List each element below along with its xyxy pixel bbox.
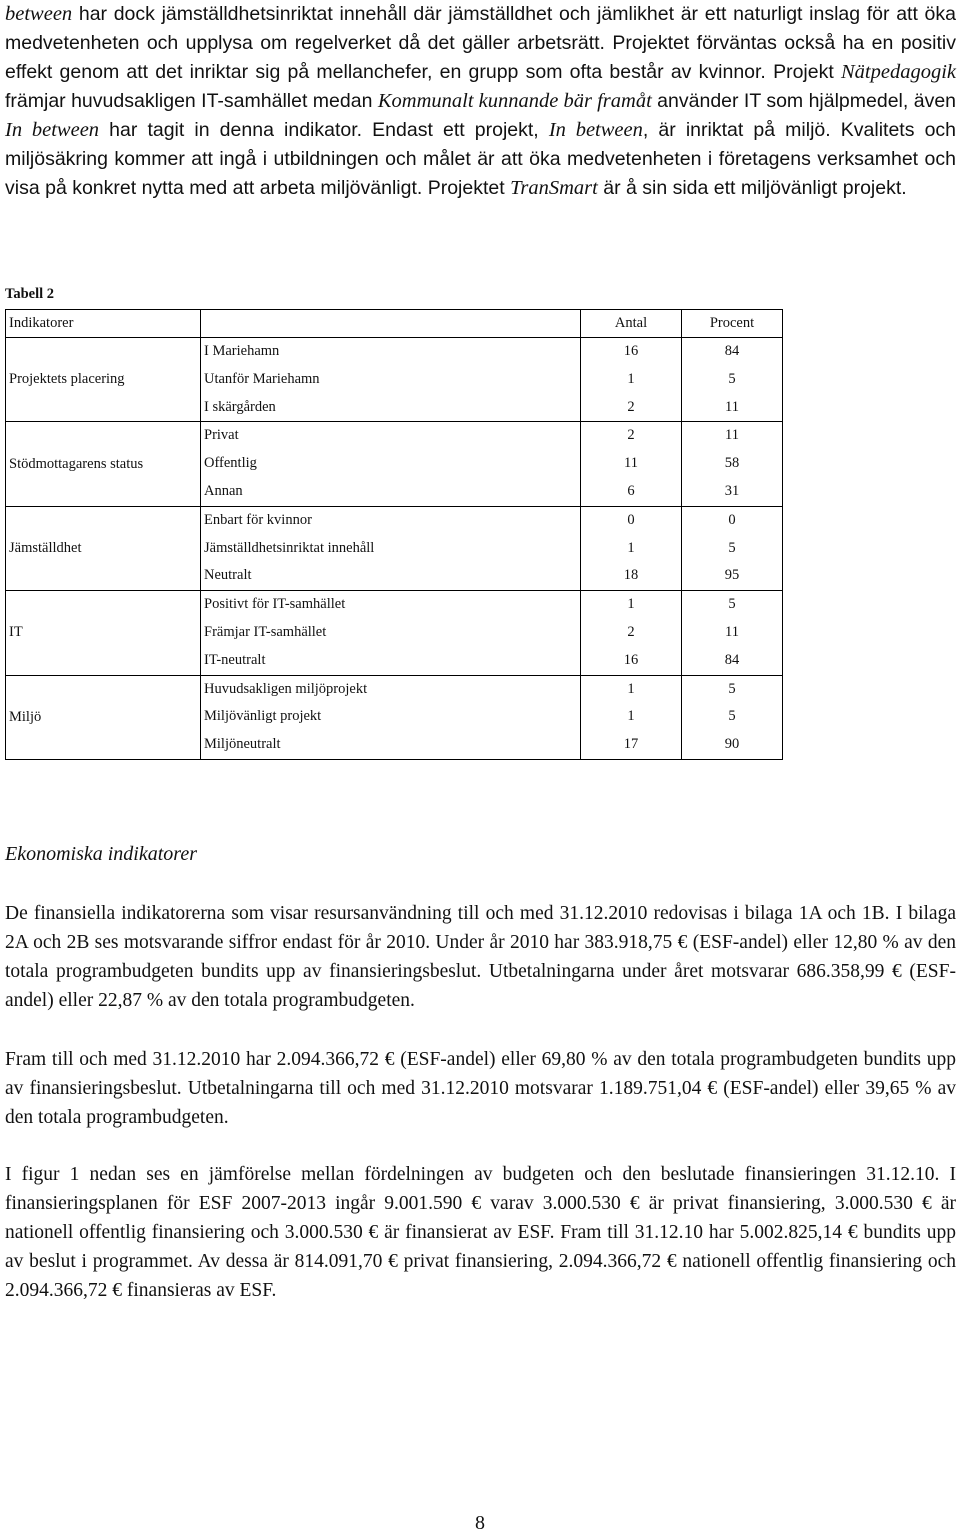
percent-value: 11 [725, 623, 739, 640]
count-value: 18 [623, 567, 639, 584]
group-label: Projektets placering [6, 338, 201, 422]
italic-term: TranSmart [510, 177, 598, 199]
category-label: Miljöneutralt [204, 736, 281, 753]
percent-value: 58 [724, 455, 740, 472]
count-value: 1 [627, 708, 635, 725]
category-cell [201, 506, 581, 590]
category-cell [201, 422, 581, 506]
table-group-row [6, 675, 783, 759]
percent-value: 84 [724, 343, 740, 359]
percent-value: 0 [728, 511, 736, 528]
count-value: 11 [624, 455, 638, 472]
count-value: 0 [627, 511, 635, 528]
percent-cell [682, 338, 783, 422]
category-label: Annan [204, 482, 243, 499]
text-segment: är å sin sida ett miljövänligt projekt. [597, 177, 907, 199]
table-group-row [6, 422, 783, 506]
body-paragraph-3: I figur 1 nedan ses en jämförelse mellan fördelningen av budgeten och den beslutade finansieringen 31.12.10. I finansieringsplanen för ESF 2007-2013 ingår 9.001.590 € varav 3.000.530 € är privat finansiering, 3.000.530 € är nationell offentlig finansiering och 3.000.530 € är finansierat av ESF. Fram till 31.12.10 har 5.002.825,14 € bundits upp av beslut i programmet. Av dessa är 814.091,70 € privat finansiering, 2.094.366,72 € nationell offentlig finansiering och 2.094.366,72 € finansieras av ESF. [5, 1164, 956, 1301]
body-paragraph-1: De finansiella indikatorerna som visar resursanvändning till och med 31.12.2010 redovisas i bilaga 1A och 1B. I bilaga 2A och 2B ses motsvarande siffror endast för år 2010. Under år 2010 har 383.918,75 € (ESF-andel) eller 12,80 % av den totala programbudgeten bundits upp av finansieringsbeslut. Utbetalningarna under året motsvarar 686.358,99 € (ESF-andel) eller 22,87 % av den totala programbudgeten. [5, 903, 956, 1011]
count-cell [581, 675, 682, 759]
percent-value: 5 [728, 680, 736, 697]
category-label: Positivt för IT-samhället [204, 596, 346, 613]
text-segment: använder IT som hjälpmedel, även [651, 90, 957, 112]
category-cell [201, 591, 581, 675]
percent-value: 11 [725, 427, 739, 444]
group-label: Miljö [6, 675, 201, 759]
percent-cell [682, 591, 783, 675]
header-category [201, 310, 581, 338]
count-value: 6 [627, 482, 635, 499]
text-segment: , är inriktat på miljö. Kvalitets och miljösäkring kommer att ingå i utbildningen och målet är att öka medvetenheten i företagens verksamhet och visa på konkret nytta med att arbeta miljövänligt. Projektet [5, 119, 957, 199]
count-value: 17 [623, 736, 639, 753]
percent-cell [682, 506, 783, 590]
count-value: 16 [623, 343, 639, 359]
count-value: 2 [627, 623, 635, 640]
italic-term: In between [5, 119, 100, 141]
group-label: Stödmottagarens status [6, 422, 201, 506]
percent-value: 11 [725, 398, 739, 415]
percent-value: 5 [728, 539, 736, 556]
section-title: Ekonomiska indikatorer [5, 843, 198, 865]
count-value: 1 [627, 596, 635, 613]
count-value: 16 [623, 651, 639, 668]
category-label: Främjar IT-samhället [204, 623, 327, 640]
count-value: 1 [627, 680, 635, 697]
group-label: Jämställdhet [6, 506, 201, 590]
count-cell [581, 338, 682, 422]
header-count: Antal [581, 310, 682, 338]
percent-value: 90 [724, 736, 740, 753]
percent-value: 5 [728, 596, 736, 613]
text-segment: har tagit in denna indikator. Endast ett projekt, [99, 119, 549, 141]
italic-term: Nätpedagogik [840, 61, 956, 83]
count-cell [581, 506, 682, 590]
percent-cell [682, 422, 783, 506]
category-label: Huvudsakligen miljöprojekt [204, 680, 368, 697]
category-label: I skärgården [204, 398, 276, 415]
intro-paragraph [5, 0, 956, 203]
percent-value: 5 [728, 708, 736, 725]
text-segment: har dock jämställdhetsinriktat innehåll där jämställdhet och jämlikhet är ett naturligt inslag för att öka medvetenheten och upplysa om regelverket då det gäller arbetsrätt. Projektet förväntas också ha en positiv effekt genom att det inriktar sig på mellanchefer, en grupp som ofta består av kvinnor. Projekt [5, 3, 956, 83]
table-group-row [6, 338, 783, 422]
percent-cell [682, 675, 783, 759]
category-label: IT-neutralt [204, 651, 266, 668]
italic-term: In between [548, 119, 643, 141]
category-label: Miljövänligt projekt [204, 708, 322, 725]
group-label: IT [6, 591, 201, 675]
count-cell [581, 422, 682, 506]
indicator-table [5, 309, 783, 760]
count-value: 2 [627, 398, 635, 415]
count-value: 1 [627, 370, 635, 387]
percent-value: 95 [724, 567, 740, 584]
italic-term: Kommunalt kunnande bär framåt [377, 90, 652, 112]
percent-value: 31 [724, 482, 740, 499]
percent-value: 84 [724, 651, 740, 668]
count-value: 1 [627, 539, 635, 556]
page-number: 8 [475, 1512, 485, 1534]
category-label: Jämställdhetsinriktat innehåll [204, 539, 375, 556]
body-paragraph-2: Fram till och med 31.12.2010 har 2.094.366,72 € (ESF-andel) eller 69,80 % av den totala programbudgeten bundits upp av finansieringsbeslut. Utbetalningarna till och med 31.12.2010 motsvarar 1.189.751,04 € (ESF-andel) eller 39,65 % av den totala programbudgeten. [5, 1049, 956, 1128]
text-segment: främjar huvudsakligen IT-samhället medan [5, 90, 378, 112]
category-label: I Mariehamn [204, 343, 280, 359]
count-cell [581, 591, 682, 675]
category-label: Enbart för kvinnor [204, 511, 312, 528]
table-group-row [6, 506, 783, 590]
italic-term: between [5, 3, 73, 25]
category-label: Neutralt [204, 567, 252, 584]
category-cell [201, 338, 581, 422]
category-cell [201, 675, 581, 759]
header-percent: Procent [682, 310, 783, 338]
header-indicators: Indikatorer [6, 310, 201, 338]
count-value: 2 [627, 427, 635, 444]
table-header-row [6, 310, 783, 338]
category-label: Privat [204, 427, 239, 444]
table-group-row [6, 591, 783, 675]
category-label: Utanför Mariehamn [204, 370, 320, 387]
category-label: Offentlig [204, 455, 257, 472]
table-caption: Tabell 2 [5, 286, 55, 302]
percent-value: 5 [728, 370, 736, 387]
